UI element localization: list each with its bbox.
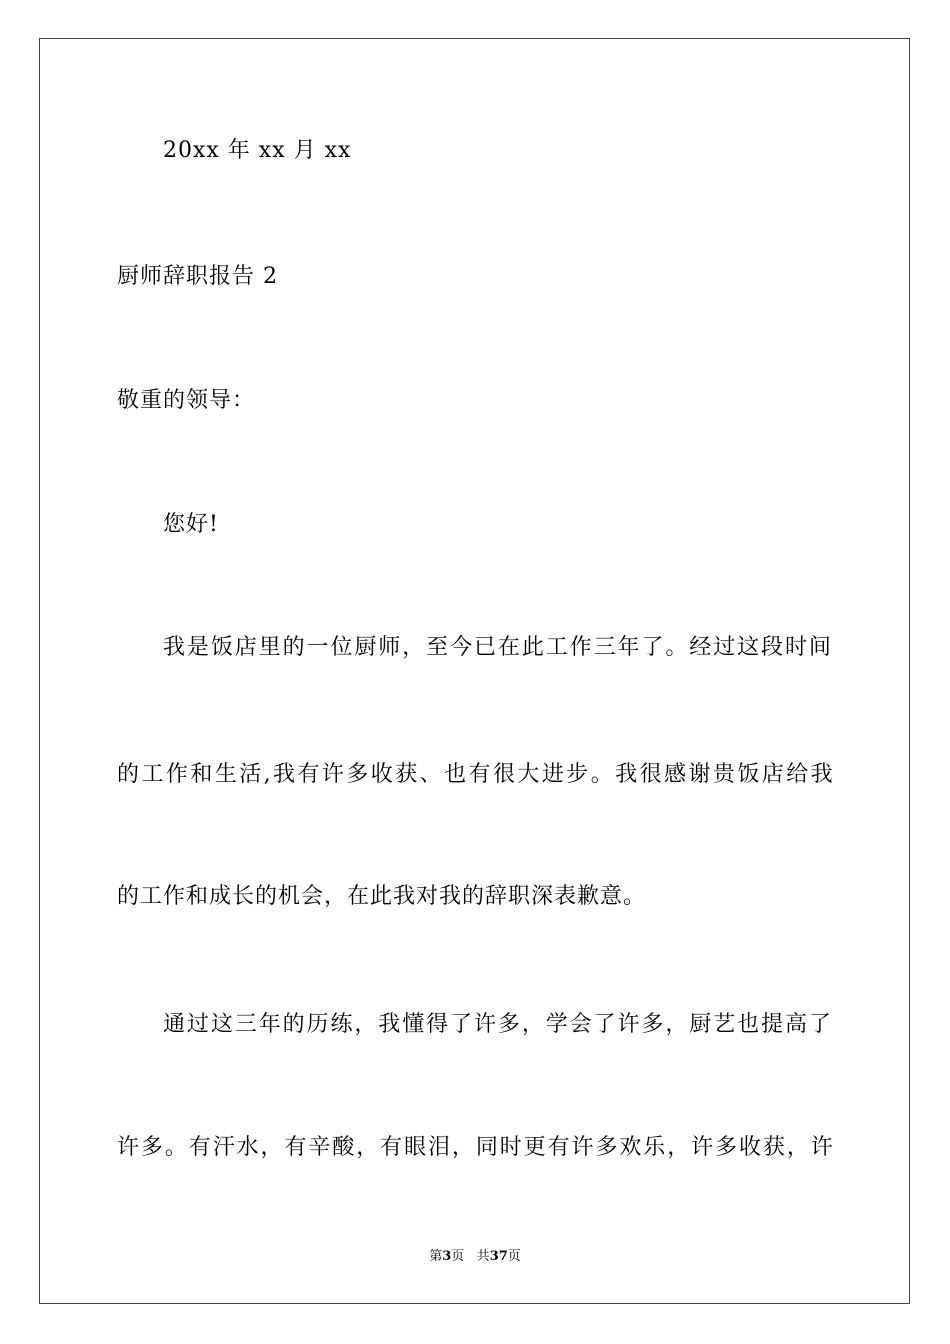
glyph: 有	[380, 1135, 403, 1160]
glyph: 多	[715, 1135, 738, 1160]
glyph: 饭	[210, 635, 233, 660]
glyph: 已	[473, 635, 496, 660]
glyph: 三	[234, 1012, 257, 1037]
glyph: 。	[590, 762, 613, 787]
glyph: 厨	[689, 1012, 712, 1037]
glyph: ，	[786, 1135, 809, 1160]
glyph: 许	[571, 1135, 594, 1160]
glyph: 至	[426, 635, 449, 660]
glyph: 懂	[402, 1012, 425, 1037]
glyph: 更	[523, 1135, 546, 1160]
page-frame	[39, 38, 910, 1304]
glyph: ，	[665, 1012, 688, 1037]
glyph: 水	[236, 1135, 259, 1160]
page-suffix: 页	[451, 1249, 465, 1264]
glyph: 里	[258, 635, 281, 660]
glyph: 我	[163, 635, 186, 660]
glyph: 很	[492, 762, 515, 787]
glyph: 今	[450, 635, 473, 660]
glyph: 许	[810, 1135, 833, 1160]
glyph: 多	[595, 1135, 618, 1160]
paragraph-1-line-2	[117, 760, 833, 790]
glyph: 高	[784, 1012, 807, 1037]
glyph: 进	[541, 762, 564, 787]
glyph: 生	[214, 762, 237, 787]
glyph: 、	[419, 762, 442, 787]
glyph: 这	[210, 1012, 233, 1037]
glyph: 我	[378, 1012, 401, 1037]
glyph: 辛	[308, 1135, 331, 1160]
total-suffix: 页	[507, 1249, 521, 1264]
glyph: 许	[473, 1012, 496, 1037]
total-prefix: 共	[476, 1249, 490, 1264]
glyph: 同	[475, 1135, 498, 1160]
glyph: 练	[330, 1012, 353, 1037]
glyph: 泪	[427, 1135, 450, 1160]
glyph: 饭	[737, 762, 760, 787]
glyph: 段	[761, 635, 784, 660]
total-pages: 37	[489, 1249, 508, 1264]
glyph: ，	[521, 1012, 544, 1037]
glyph: 。	[164, 1135, 187, 1160]
glyph: 也	[444, 762, 467, 787]
glyph: 我	[810, 762, 833, 787]
glyph: 提	[761, 1012, 784, 1037]
glyph: 的	[117, 762, 140, 787]
glyph: 在	[497, 635, 520, 660]
glyph: 过	[713, 635, 736, 660]
glyph: 感	[664, 762, 687, 787]
glyph: 有	[547, 1135, 570, 1160]
glyph: ，	[356, 1135, 379, 1160]
glyph: 有	[188, 1135, 211, 1160]
glyph: 会	[569, 1012, 592, 1037]
glyph: 。	[665, 635, 688, 660]
salutation: 敬重的领导：	[117, 388, 256, 413]
paragraph-1-line-1	[163, 633, 831, 663]
glyph: 历	[306, 1012, 329, 1037]
glyph: ，	[260, 1135, 283, 1160]
paragraph-2-line-2	[117, 1133, 833, 1163]
glyph: 步	[566, 762, 589, 787]
glyph: 活	[239, 762, 262, 787]
glyph: 欢	[619, 1135, 642, 1160]
glyph: 多	[641, 1012, 664, 1037]
glyph: 位	[330, 635, 353, 660]
page-footer	[0, 1248, 950, 1266]
glyph: 我	[615, 762, 638, 787]
page-prefix: 第	[429, 1249, 443, 1264]
glyph: 有	[284, 1135, 307, 1160]
glyph: 了	[808, 1012, 831, 1037]
glyph: 工	[545, 635, 568, 660]
glyph: 学	[545, 1012, 568, 1037]
glyph: 时	[784, 635, 807, 660]
glyph: 眼	[404, 1135, 427, 1160]
glyph: 了	[593, 1012, 616, 1037]
glyph: 酸	[332, 1135, 355, 1160]
greeting: 您好!	[163, 512, 219, 537]
glyph: 得	[426, 1012, 449, 1037]
glyph: 多	[346, 762, 369, 787]
glyph: ，	[451, 1135, 474, 1160]
glyph: 获	[395, 762, 418, 787]
glyph: 了	[641, 635, 664, 660]
glyph: 多	[497, 1012, 520, 1037]
glyph: 过	[186, 1012, 209, 1037]
glyph: 通	[163, 1012, 186, 1037]
glyph: 时	[499, 1135, 522, 1160]
glyph: 艺	[713, 1012, 736, 1037]
glyph: 乐	[643, 1135, 666, 1160]
glyph: 作	[165, 762, 188, 787]
glyph: 年	[258, 1012, 281, 1037]
glyph: 有	[297, 762, 320, 787]
glyph: 此	[521, 635, 544, 660]
glyph: 多	[140, 1135, 163, 1160]
glyph: 年	[617, 635, 640, 660]
glyph: 的	[282, 1012, 305, 1037]
glyph: ，	[667, 1135, 690, 1160]
glyph: 工	[141, 762, 164, 787]
glyph: ，	[354, 1012, 377, 1037]
glyph: 作	[569, 635, 592, 660]
glyph: 收	[738, 1135, 761, 1160]
glyph: 和	[190, 762, 213, 787]
document-title: 厨师辞职报告 2	[117, 264, 278, 289]
date-line: 20xx 年 xx 月 xx	[163, 138, 352, 163]
glyph: 许	[321, 762, 344, 787]
glyph: 许	[117, 1135, 140, 1160]
glyph: 我	[273, 762, 296, 787]
glyph: 谢	[688, 762, 711, 787]
glyph: 店	[761, 762, 784, 787]
glyph: 大	[517, 762, 540, 787]
glyph: 许	[617, 1012, 640, 1037]
paragraph-1-line-3: 的工作和成长的机会，在此我对我的辞职深表歉意。	[117, 884, 647, 909]
glyph: 汗	[212, 1135, 235, 1160]
glyph: 贵	[712, 762, 735, 787]
glyph: 的	[282, 635, 305, 660]
glyph: 了	[450, 1012, 473, 1037]
glyph: ，	[402, 635, 425, 660]
glyph: 是	[186, 635, 209, 660]
glyph: ,	[263, 762, 271, 787]
glyph: 店	[234, 635, 257, 660]
glyph: 给	[786, 762, 809, 787]
glyph: 间	[808, 635, 831, 660]
glyph: 这	[737, 635, 760, 660]
glyph: 厨	[354, 635, 377, 660]
glyph: 一	[306, 635, 329, 660]
paragraph-2-line-1	[163, 1010, 831, 1040]
glyph: 获	[762, 1135, 785, 1160]
glyph: 师	[378, 635, 401, 660]
glyph: 许	[691, 1135, 714, 1160]
glyph: 收	[370, 762, 393, 787]
glyph: 也	[737, 1012, 760, 1037]
glyph: 有	[468, 762, 491, 787]
glyph: 三	[593, 635, 616, 660]
glyph: 很	[639, 762, 662, 787]
glyph: 经	[689, 635, 712, 660]
page-number: 3	[442, 1249, 452, 1264]
